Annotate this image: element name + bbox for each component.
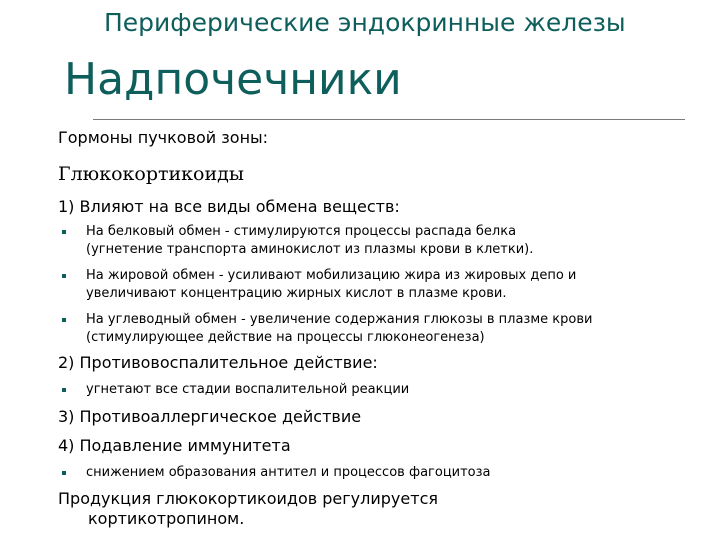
hormones-heading: Гормоны пучковой зоны:	[58, 128, 269, 147]
bullet-carb	[58, 311, 708, 347]
bullet-fat	[58, 267, 708, 303]
footer-line-1: Продукция глюкокортикоидов регулируется	[58, 489, 438, 508]
point-3: 3) Противоаллергическое действие	[58, 407, 362, 426]
point-2: 2) Противовоспалительное действие:	[58, 353, 378, 372]
bullet-protein-line-1: На белковый обмен - стимулируются процессы распада белка	[86, 224, 517, 239]
title-divider	[93, 119, 685, 120]
bullet-protein	[58, 223, 708, 259]
bullet-fat-line-1: На жировой обмен - усиливают мобилизацию жира из жировых депо и	[86, 268, 577, 283]
bullet-carb-line-2: (стимулирующее действие на процессы глюконеогенеза)	[86, 330, 485, 345]
footer-line-2: кортикотропином.	[88, 509, 245, 528]
point-4: 4) Подавление иммунитета	[58, 436, 291, 455]
bullet-inflammation: угнетают все стадии воспалительной реакции	[58, 381, 708, 399]
bullet-fat-line-2: увеличивают концентрацию жирных кислот в плазме крови.	[86, 286, 507, 301]
slide-content	[58, 126, 708, 529]
point-1: 1) Влияют на все виды обмена веществ:	[58, 197, 400, 216]
bullet-carb-line-1: На углеводный обмен - увеличение содержания глюкозы в плазме крови	[86, 312, 593, 327]
slide-supertitle: Периферические эндокринные железы	[104, 8, 626, 37]
slide-title: Надпочечники	[64, 54, 402, 105]
bullet-protein-line-2: (угнетение транспорта аминокислот из плазмы крови в клетки).	[86, 242, 534, 257]
glucocorticoids-heading: Глюкокортикоиды	[58, 163, 244, 185]
bullet-immunity: снижением образования антител и процессов фагоцитоза	[58, 464, 708, 482]
